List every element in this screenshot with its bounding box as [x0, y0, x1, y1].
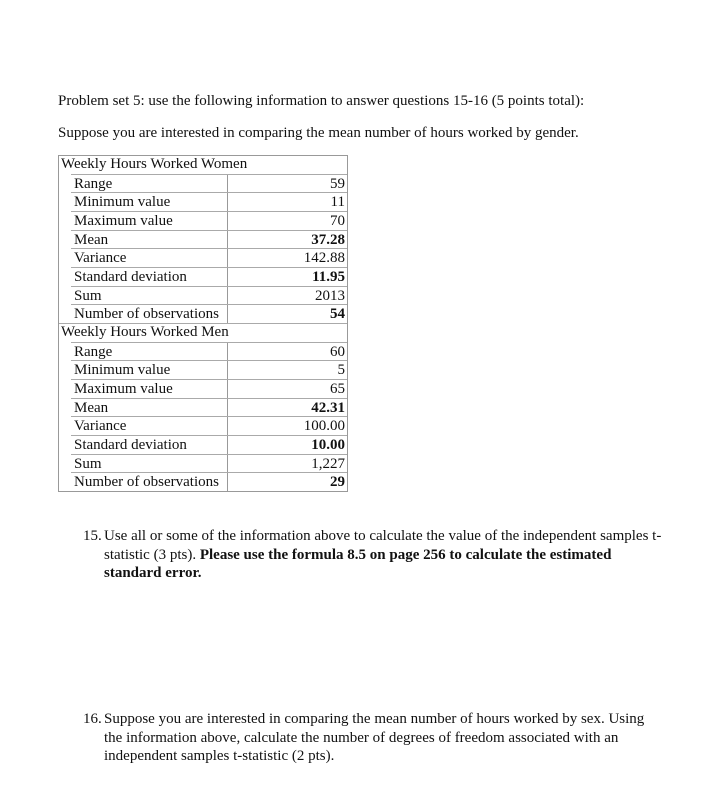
row-value: 60 [330, 343, 345, 360]
row-label: Minimum value [71, 361, 228, 379]
row-value: 1,227 [311, 455, 345, 472]
context-text: Suppose you are interested in comparing the mean number of hours worked by gender. [58, 125, 579, 141]
table-row [71, 248, 347, 267]
row-value: 10.00 [311, 436, 345, 453]
table-row [71, 230, 347, 249]
row-label: Mean [71, 231, 228, 249]
row-label: Variance [71, 417, 228, 435]
table-row [71, 211, 347, 230]
question-bold-text: Please use the formula 8.5 on page 256 to calculate the estimated standard error. [104, 546, 612, 581]
row-value: 11.95 [312, 268, 345, 285]
table-row [71, 416, 347, 435]
table-row [71, 398, 347, 417]
row-value: 100.00 [303, 418, 345, 435]
row-label: Maximum value [71, 212, 228, 230]
row-label: Number of observations [71, 473, 228, 491]
row-label: Minimum value [71, 193, 228, 211]
row-label: Sum [71, 455, 228, 473]
row-label: Range [71, 343, 228, 361]
row-value: 11 [330, 194, 345, 211]
question-number: 16. [83, 711, 102, 727]
row-label: Mean [71, 399, 228, 417]
question-number: 15. [83, 528, 102, 544]
table-section-title: Weekly Hours Worked Women [61, 156, 248, 172]
row-value: 59 [330, 175, 345, 192]
statistics-table [58, 155, 348, 492]
row-label: Standard deviation [71, 268, 228, 286]
row-value: 2013 [315, 287, 345, 304]
row-value: 5 [337, 362, 345, 379]
table-row [71, 174, 347, 193]
row-label: Sum [71, 287, 228, 305]
row-label: Variance [71, 249, 228, 267]
table-row [71, 435, 347, 454]
table-row [71, 454, 347, 473]
table-row [71, 379, 347, 398]
question-16 [83, 710, 664, 766]
row-label: Number of observations [71, 305, 228, 323]
row-value: 29 [330, 474, 345, 491]
table-row [71, 286, 347, 305]
row-value: 42.31 [311, 399, 345, 416]
question-text: Use all or some of the information above to calculate the value of the independent samples t- statistic (3 pts). [104, 528, 662, 563]
row-value: 54 [330, 306, 345, 323]
table-section-title: Weekly Hours Worked Men [59, 323, 347, 342]
table-row [71, 342, 347, 361]
row-label: Standard deviation [71, 436, 228, 454]
row-value: 65 [330, 380, 345, 397]
row-value: 142.88 [303, 250, 345, 267]
question-15 [83, 527, 664, 583]
question-text: Suppose you are interested in comparing the mean number of hours worked by sex. Using the information above, calculate the number of degrees of freedom associated with an independent samples t-statistic (2 pts). [104, 711, 645, 764]
table-row [71, 267, 347, 286]
row-label: Range [71, 175, 228, 193]
row-label: Maximum value [71, 380, 228, 398]
table-row [71, 472, 347, 491]
table-row [71, 304, 347, 323]
row-value: 70 [330, 212, 345, 229]
row-value: 37.28 [311, 231, 345, 248]
intro-text: Problem set 5: use the following information to answer questions 15-16 (5 points total): [58, 93, 585, 109]
table-row [71, 192, 347, 211]
table-row [71, 360, 347, 379]
